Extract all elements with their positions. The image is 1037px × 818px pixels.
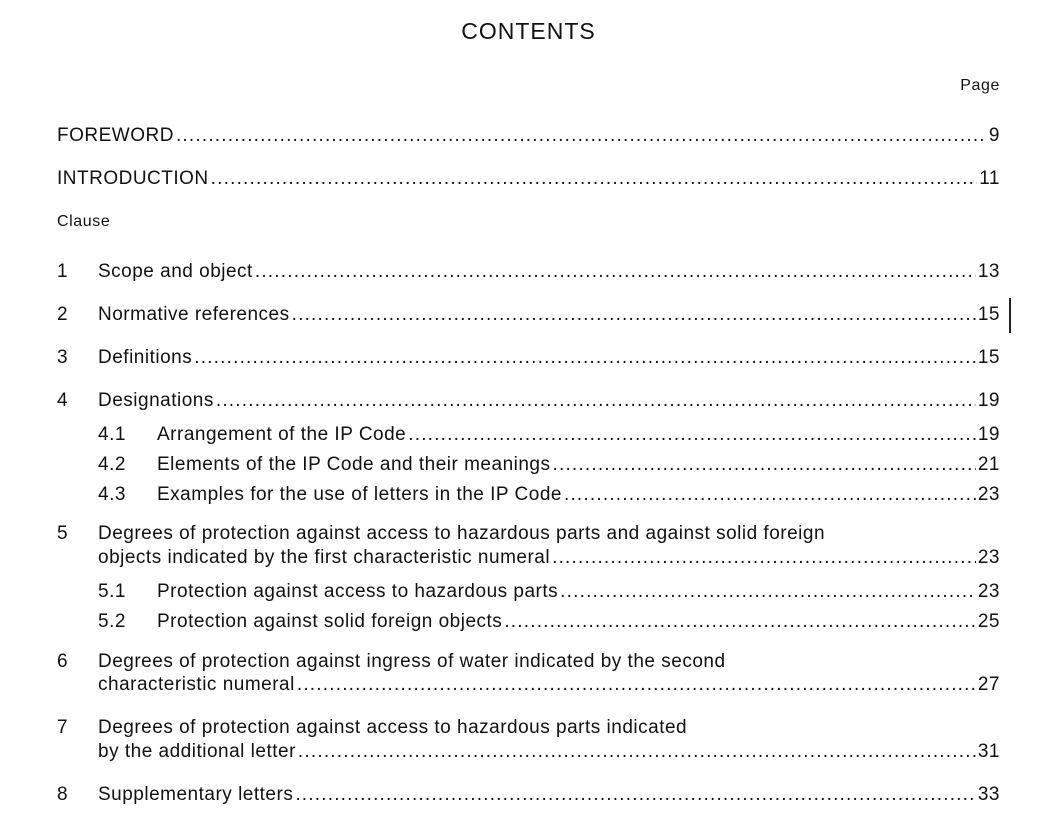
dot-leader (560, 581, 976, 603)
dot-leader (552, 547, 976, 569)
toc-entry-clause-3[interactable] (57, 347, 1000, 371)
toc-entry-text: Scope and object (98, 261, 253, 282)
toc-entry-clause-4-2[interactable] (98, 454, 1000, 478)
dot-leader (298, 741, 976, 763)
toc-entry-text: Examples for the use of letters in the IP Code (157, 484, 562, 505)
dot-leader (295, 784, 976, 806)
toc-entry-number: 3 (57, 347, 69, 368)
toc-entry-page: 15 (977, 347, 1000, 368)
toc-entry-number: 4 (57, 390, 69, 411)
toc-entry-clause-4-1[interactable] (98, 424, 1000, 448)
toc-entry-introduction[interactable] (57, 168, 1000, 192)
toc-entry-page: 21 (977, 454, 1000, 475)
toc-entry-clause-8[interactable] (57, 784, 1000, 808)
toc-entry-page: 9 (988, 125, 1000, 146)
toc-entry-page: 33 (977, 784, 1000, 805)
toc-entry-clause-7-line2[interactable] (98, 741, 1000, 765)
dot-leader (564, 484, 976, 506)
toc-entry-number: 6 (57, 651, 69, 672)
toc-entry-text: Protection against solid foreign objects (157, 611, 503, 632)
toc-entry-text: Arrangement of the IP Code (157, 424, 407, 445)
dot-leader (504, 611, 976, 633)
dot-leader (553, 454, 976, 476)
toc-entry-page: 15 (977, 304, 1000, 325)
clause-column-label: Clause (57, 213, 111, 230)
toc-entry-text: Degrees of protection against access to hazardous parts and against solid foreign (98, 523, 826, 544)
toc-entry-foreword[interactable] (57, 125, 1000, 149)
toc-entry-text: objects indicated by the first characteristic numeral (98, 547, 551, 568)
dot-leader (211, 168, 978, 190)
toc-entry-clause-4-3[interactable] (98, 484, 1000, 508)
toc-entry-clause-7-line1[interactable] (57, 717, 687, 739)
toc-entry-text: characteristic numeral (98, 674, 295, 695)
toc-entry-text: Elements of the IP Code and their meanings (157, 454, 551, 475)
revision-change-bar (1009, 298, 1011, 333)
page-title: CONTENTS (461, 18, 596, 44)
toc-entry-text: Designations (98, 390, 214, 411)
toc-entry-clause-5-2[interactable] (98, 611, 1000, 635)
dot-leader (292, 304, 976, 326)
toc-entry-page: 19 (977, 390, 1000, 411)
toc-entry-text: Degrees of protection against ingress of water indicated by the second (98, 651, 726, 672)
toc-entry-page: 27 (977, 674, 1000, 695)
toc-entry-clause-5-line1[interactable] (57, 523, 825, 545)
toc-entry-number: 4.3 (98, 484, 126, 505)
dot-leader (216, 390, 976, 412)
toc-entry-clause-5-line2[interactable] (98, 547, 1000, 571)
toc-entry-number: 5.1 (98, 581, 126, 602)
toc-entry-clause-2[interactable] (57, 304, 1000, 328)
dot-leader (297, 674, 976, 696)
toc-entry-page: 25 (977, 611, 1000, 632)
toc-entry-page: 31 (977, 741, 1000, 762)
toc-entry-page: 23 (977, 581, 1000, 602)
dot-leader (255, 261, 976, 283)
page-column-label: Page (960, 77, 1000, 94)
toc-entry-text: Degrees of protection against access to hazardous parts indicated (98, 717, 688, 738)
toc-entry-page: 23 (977, 547, 1000, 568)
dot-leader (408, 424, 976, 446)
toc-entry-number: 1 (57, 261, 69, 282)
toc-entry-text: Normative references (98, 304, 290, 325)
toc-entry-page: 23 (977, 484, 1000, 505)
toc-entry-page: 13 (977, 261, 1000, 282)
toc-entry-number: 2 (57, 304, 69, 325)
toc-entry-number: 5 (57, 523, 69, 544)
toc-entry-page: 19 (977, 424, 1000, 445)
toc-entry-clause-1[interactable] (57, 261, 1000, 285)
toc-entry-clause-5-1[interactable] (98, 581, 1000, 605)
toc-entry-text: INTRODUCTION (57, 168, 209, 189)
toc-entry-text: FOREWORD (57, 125, 174, 146)
toc-entry-text: Definitions (98, 347, 193, 368)
toc-entry-text: by the additional letter (98, 741, 296, 762)
toc-entry-clause-4[interactable] (57, 390, 1000, 414)
dot-leader (176, 125, 987, 147)
toc-entry-number: 4.2 (98, 454, 126, 475)
toc-entry-number: 7 (57, 717, 69, 738)
toc-entry-number: 4.1 (98, 424, 126, 445)
toc-entry-page: 11 (979, 168, 1000, 189)
toc-entry-number: 5.2 (98, 611, 126, 632)
toc-entry-number: 8 (57, 784, 69, 805)
toc-entry-text: Supplementary letters (98, 784, 294, 805)
toc-entry-text: Protection against access to hazardous parts (157, 581, 559, 602)
dot-leader (194, 347, 976, 369)
toc-entry-clause-6-line1[interactable] (57, 651, 726, 673)
toc-entry-clause-6-line2[interactable] (98, 674, 1000, 698)
